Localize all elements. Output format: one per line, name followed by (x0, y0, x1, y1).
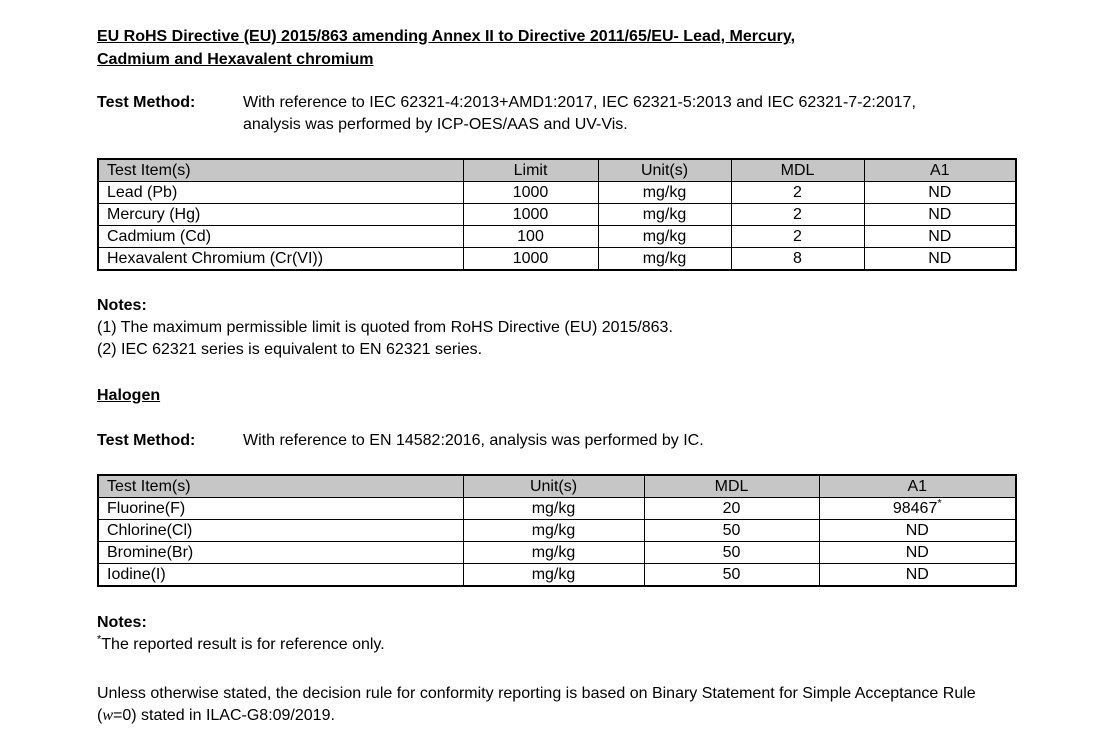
rohs-notes (97, 295, 1015, 361)
column-header: Test Item(s) (98, 159, 463, 182)
table-row (98, 226, 1016, 248)
table-cell: 2 (731, 182, 864, 204)
table-cell: ND (819, 564, 1016, 587)
table-row (98, 542, 1016, 564)
halogen-section-heading: Halogen (97, 387, 161, 404)
table-cell: ND (864, 204, 1016, 226)
statement-text: =0) stated in ILAC-G8:09/2019. (113, 707, 335, 724)
table-cell: 2 (731, 204, 864, 226)
column-header: Unit(s) (463, 475, 644, 498)
table-cell: ND (864, 226, 1016, 248)
statement-w-symbol: w (102, 707, 113, 724)
table-cell: ND (864, 248, 1016, 271)
table-cell: Cadmium (Cd) (98, 226, 463, 248)
column-header: Limit (463, 159, 598, 182)
table-header-row (98, 475, 1016, 498)
table-row (98, 182, 1016, 204)
table-cell: ND (864, 182, 1016, 204)
table-cell: 20 (644, 498, 819, 520)
table-cell: 8 (731, 248, 864, 271)
table-cell: mg/kg (598, 226, 731, 248)
table-cell: mg/kg (463, 520, 644, 542)
table-cell: 100 (463, 226, 598, 248)
column-header: Test Item(s) (98, 475, 463, 498)
test-method-text: With reference to IEC 62321-4:2013+AMD1:2017, IEC 62321-5:2013 and IEC 62321-7-2:2017, analysis was performed by ICP-OES/AAS and UV-Vis. (243, 94, 916, 133)
table-cell: 98467* (819, 498, 1016, 520)
rohs-results-table (97, 158, 1017, 271)
table-cell: Mercury (Hg) (98, 204, 463, 226)
column-header: MDL (731, 159, 864, 182)
column-header: A1 (819, 475, 1016, 498)
table-cell: 1000 (463, 204, 598, 226)
note-line: (1) The maximum permissible limit is quoted from RoHS Directive (EU) 2015/863. (97, 319, 673, 336)
column-header: MDL (644, 475, 819, 498)
table-cell: 50 (644, 520, 819, 542)
rohs-heading-line: EU RoHS Directive (EU) 2015/863 amending Annex II to Directive 2011/65/EU- Lead, Mercury, (97, 28, 796, 45)
note-line: (2) IEC 62321 series is equivalent to EN 62321 series. (97, 341, 483, 358)
test-method-label: Test Method: (97, 432, 196, 449)
footnote-line (97, 634, 1015, 656)
table-cell: Hexavalent Chromium (Cr(VI)) (98, 248, 463, 271)
notes-list (97, 317, 1015, 361)
notes-label: Notes: (97, 614, 147, 631)
footnote-marker: * (97, 633, 102, 646)
rohs-heading-line: Cadmium and Hexavalent chromium (97, 51, 374, 68)
table-cell: 50 (644, 542, 819, 564)
halogen-notes (97, 612, 1015, 656)
column-header: Unit(s) (598, 159, 731, 182)
table-cell: 2 (731, 226, 864, 248)
table-row (98, 204, 1016, 226)
table-row (98, 498, 1016, 520)
footnote-text: The reported result is for reference only. (101, 636, 385, 653)
table-cell: Fluorine(F) (98, 498, 463, 520)
table-cell: mg/kg (463, 542, 644, 564)
notes-label: Notes: (97, 297, 147, 314)
table-cell: mg/kg (598, 204, 731, 226)
halogen-results-table (97, 474, 1017, 587)
table-cell: mg/kg (598, 182, 731, 204)
footnote-marker: * (937, 497, 942, 510)
rohs-test-method (97, 92, 1015, 136)
table-cell: Bromine(Br) (98, 542, 463, 564)
table-cell: 1000 (463, 248, 598, 271)
halogen-test-method (97, 430, 1015, 452)
table-cell: Lead (Pb) (98, 182, 463, 204)
statement-text: Unless otherwise stated, the decision rule for conformity reporting is based on Binary Statement for Simple Acceptance Rule ( (97, 685, 976, 724)
table-cell: ND (819, 520, 1016, 542)
column-header: A1 (864, 159, 1016, 182)
decision-rule-statement (97, 683, 1009, 727)
table-cell: 1000 (463, 182, 598, 204)
table-row (98, 248, 1016, 271)
table-cell: ND (819, 542, 1016, 564)
table-cell: mg/kg (463, 498, 644, 520)
table-row (98, 564, 1016, 587)
table-header-row (98, 159, 1016, 182)
table-cell: Iodine(I) (98, 564, 463, 587)
table-cell: mg/kg (463, 564, 644, 587)
table-cell: mg/kg (598, 248, 731, 271)
test-method-label: Test Method: (97, 94, 196, 111)
table-cell: Chlorine(Cl) (98, 520, 463, 542)
table-row (98, 520, 1016, 542)
test-method-text: With reference to EN 14582:2016, analysis was performed by IC. (243, 432, 704, 449)
rohs-section-heading (97, 25, 957, 71)
table-cell: 50 (644, 564, 819, 587)
